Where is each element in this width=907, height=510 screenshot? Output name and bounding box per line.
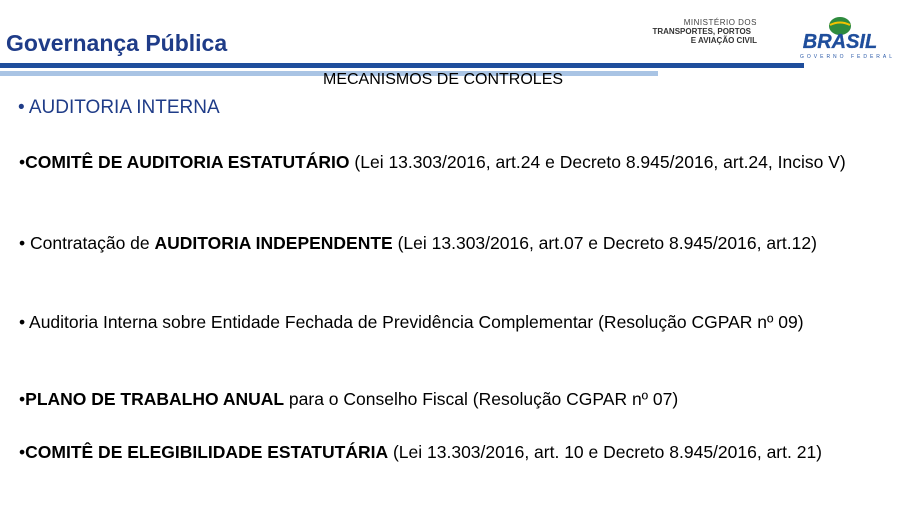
- brasil-logo: [790, 12, 890, 54]
- header-bar-dark: [0, 63, 804, 68]
- item-bold: AUDITORIA INDEPENDENTE: [154, 233, 393, 253]
- item-prefix: • Contratação de: [19, 233, 155, 253]
- item-rest: (Lei 13.303/2016, art.24 e Decreto 8.945/2016, art.24, Inciso V): [349, 152, 846, 172]
- item-rest: para o Conselho Fiscal (Resolução CGPAR nº 07): [284, 389, 679, 409]
- item-prefix: •: [19, 442, 26, 462]
- subheading: MECANISMOS DE CONTROLES: [323, 71, 564, 88]
- ministry-line-3: E AVIAÇÃO CIVIL: [690, 36, 757, 45]
- ministry-line-1: MINISTÉRIO DOS: [683, 18, 757, 27]
- list-item: [19, 310, 879, 334]
- item-rest: (Lei 13.303/2016, art.07 e Decreto 8.945/2016, art.12): [392, 233, 817, 253]
- item-rest: (Lei 13.303/2016, art. 10 e Decreto 8.945/2016, art. 21): [388, 442, 823, 462]
- brasil-tagline: GOVERNO FEDERAL: [800, 54, 896, 60]
- list-item: [19, 440, 879, 464]
- item-bold: PLANO DE TRABALHO ANUAL: [25, 389, 285, 409]
- item-prefix: •: [19, 389, 26, 409]
- list-item: [19, 231, 879, 255]
- item-bold: COMITÊ DE AUDITORIA ESTATUTÁRIO: [25, 152, 350, 172]
- item-prefix: • Auditoria Interna sobre Entidade Fechada de Previdência Complementar (Resolução CGPAR nº 09): [19, 312, 804, 332]
- item-bold: COMITÊ DE ELEGIBILIDADE ESTATUTÁRIA: [25, 442, 389, 462]
- page-title: Governança Pública: [6, 30, 228, 56]
- section-label: • AUDITORIA INTERNA: [18, 97, 220, 118]
- list-item: [19, 150, 879, 174]
- item-prefix: •: [19, 152, 26, 172]
- brasil-logo-text: BRASIL: [802, 31, 878, 53]
- list-item: [19, 387, 879, 411]
- ministry-line-2: TRANSPORTES, PORTOS: [652, 27, 751, 36]
